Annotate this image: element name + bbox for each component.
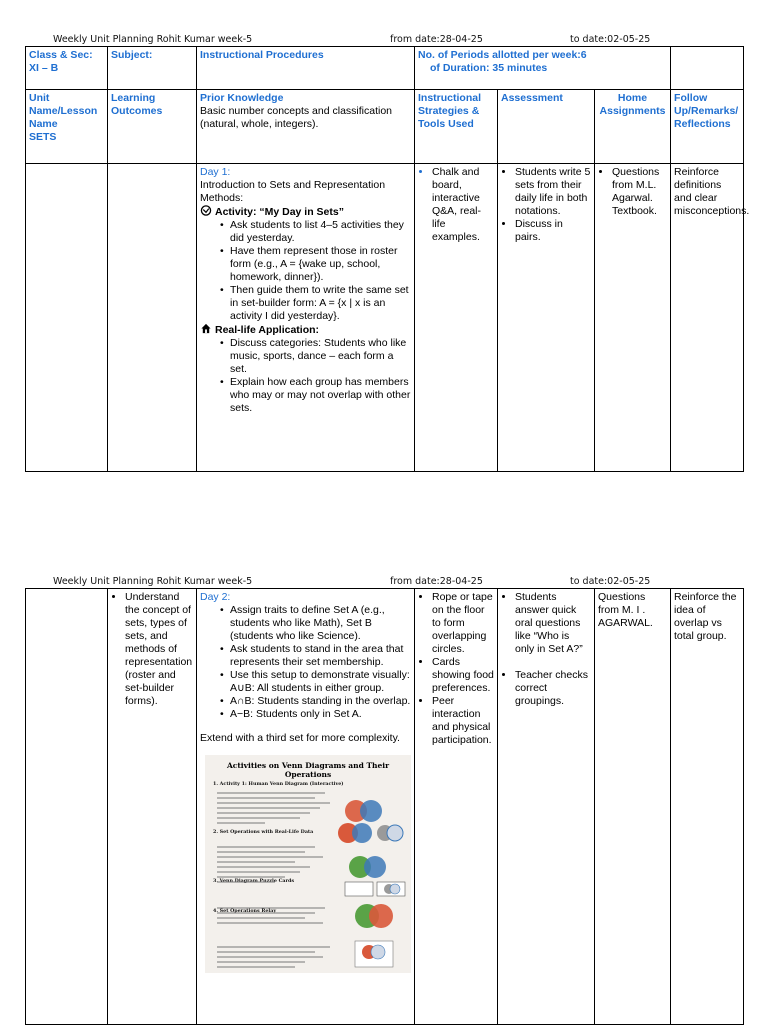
image-title: Activities on Venn Diagrams and Their Operations [226, 761, 390, 779]
real-life-colon: : [315, 324, 320, 336]
class-sec-cell [26, 47, 108, 90]
unit-label: Unit Name/Lesson Name [29, 92, 98, 130]
outcomes-list [111, 591, 193, 708]
list-item: • Chalk and board, interactive Q&A, real-life examples. [432, 166, 494, 244]
learning-outcomes-label: Learning Outcomes [111, 92, 163, 117]
list-item: • Ask students to list 4–5 activities they did yesterday. [230, 219, 411, 245]
assessment-list [501, 166, 591, 244]
list-item: • Cards showing food preferences. [432, 656, 494, 695]
assessment-label: Assessment [501, 92, 563, 104]
prior-knowledge-cell [197, 90, 415, 164]
empty-unit-cell [26, 589, 108, 1025]
strategies-header [415, 90, 498, 164]
follow-header [671, 90, 744, 164]
home-cell [595, 589, 671, 1025]
list-item: • Students write 5 sets from their daily life in both notations. [515, 166, 591, 218]
home-text: Questions from M. I . AGARWAL. [598, 591, 653, 629]
list-item: • Discuss categories: Students who like music, sports, dance – each form a set. [230, 337, 411, 376]
strategies-list [418, 166, 494, 244]
day1-cell [197, 164, 415, 472]
plan-table-page2 [25, 588, 744, 1025]
real-life-title: Real-life Application [215, 324, 316, 336]
strategies-cell [415, 164, 498, 472]
subject-cell [108, 47, 197, 90]
header-from-date: from date:28-04-25 [390, 576, 483, 587]
learning-outcomes-header [108, 90, 197, 164]
day2-list [200, 604, 411, 721]
list-item: • Explain how each group has members who may or may not overlap with other sets. [230, 376, 411, 415]
list-item: • Peer interaction and physical participation. [432, 695, 494, 747]
assessment-cell [498, 589, 595, 1025]
union-line: A∪B: All students in either group. [230, 682, 385, 694]
image-section-2: 2. Set Operations with Real-Life Data [213, 828, 314, 835]
real-life-list [200, 337, 411, 415]
empty-header-cell [671, 47, 744, 90]
assessment-header [498, 90, 595, 164]
header-from-date: from date:28-04-25 [390, 34, 483, 45]
list-item: • A−B: Students only in Set A. [230, 708, 411, 721]
image-section-1: 1. Activity 1: Human Venn Diagram (Interactive) [213, 781, 344, 787]
header-title: Weekly Unit Planning Rohit Kumar week-5 [53, 576, 253, 587]
assessment-cell [498, 164, 595, 472]
periods-cell [415, 47, 671, 90]
home-cell [595, 164, 671, 472]
outcomes-cell [108, 589, 197, 1025]
strategies-list [418, 591, 494, 747]
header-title: Weekly Unit Planning Rohit Kumar week-5 [53, 34, 253, 45]
real-life-heading [200, 323, 411, 337]
activity-list [200, 219, 411, 323]
list-item: • Have them represent those in roster form (e.g., A = {wake up, school, homework, dinner}). [230, 245, 411, 284]
home-label: Home Assignments [599, 92, 666, 117]
header-to-date: to date:02-05-25 [570, 34, 651, 45]
prior-knowledge-text: Basic number concepts and classification (natural, whole, integers). [200, 105, 393, 130]
periods-line2: of Duration: 35 minutes [430, 62, 548, 74]
home-header [595, 90, 671, 164]
class-sec-value: XI – B [29, 62, 59, 74]
day2-cell [197, 589, 415, 1025]
list-item: • Teacher checks correct groupings. [515, 669, 591, 708]
activity-icon [200, 205, 212, 216]
subject-label: Subject: [111, 49, 153, 61]
list-item: • A∩B: Students standing in the overlap. [230, 695, 411, 708]
class-sec-label: Class & Sec: [29, 49, 93, 61]
assessment-list [501, 591, 591, 708]
activity-heading [200, 205, 411, 219]
house-icon [200, 323, 212, 334]
activity-title: : “My Day in Sets” [252, 206, 344, 218]
day1-label: Day 1: [200, 166, 231, 178]
list-item: • Questions from M.L. Agarwal. Textbook. [612, 166, 667, 218]
list-item: • Understand the concept of sets, types of sets, and methods of representation (roster and set-builder forms). [125, 591, 193, 708]
extend-text: Extend with a third set for more complexity. [200, 732, 400, 744]
list-item: • Discuss in pairs. [515, 218, 591, 244]
empty-unit-cell [26, 164, 108, 472]
follow-text: Reinforce the idea of overlap vs total group. [674, 591, 737, 642]
unit-cell [26, 90, 108, 164]
header-to-date: to date:02-05-25 [570, 576, 651, 587]
follow-text: Reinforce definitions and clear misconceptions. [674, 166, 750, 217]
list-item: • Rope or tape on the floor to form overlapping circles. [432, 591, 494, 656]
list-item: • Assign traits to define Set A (e.g., students who like Math), Set B (students who like Science). [230, 604, 411, 643]
home-list [598, 166, 667, 218]
follow-cell [671, 589, 744, 1025]
follow-label: Follow Up/Remarks/ Reflections [674, 92, 739, 130]
list-item: • Students answer quick oral questions like “Who is only in Set A?” [515, 591, 591, 656]
periods-line1: No. of Periods allotted per week:6 [418, 49, 587, 61]
image-section-4: 4. Set Operations Relay [213, 907, 277, 914]
day1-intro: Introduction to Sets and Representation Methods: [200, 179, 386, 204]
list-item: • Use this setup to demonstrate visually: A∪B: All students in either group. [230, 669, 411, 695]
plan-table-page1 [25, 46, 750, 472]
procedures-label: Instructional Procedures [200, 49, 324, 61]
day2-label: Day 2: [200, 591, 231, 603]
list-item: • Then guide them to write the same set in set-builder form: A = {x | x is an activity I did yesterday}. [230, 284, 411, 323]
strategies-label: Instructional Strategies & Tools Used [418, 92, 482, 130]
image-section-3: 3. Venn Diagram Puzzle Cards [213, 878, 295, 885]
unit-value: SETS [29, 131, 57, 143]
venn-diagrams [205, 755, 411, 973]
follow-cell [671, 164, 750, 472]
activity-prefix: Activity [215, 206, 253, 218]
procedures-header-cell [197, 47, 415, 90]
venn-activities-image [205, 755, 411, 973]
strategies-cell [415, 589, 498, 1025]
empty-outcomes-cell [108, 164, 197, 472]
prior-knowledge-label: Prior Knowledge [200, 92, 284, 104]
list-item: • Ask students to stand in the area that represents their set membership. [230, 643, 411, 669]
